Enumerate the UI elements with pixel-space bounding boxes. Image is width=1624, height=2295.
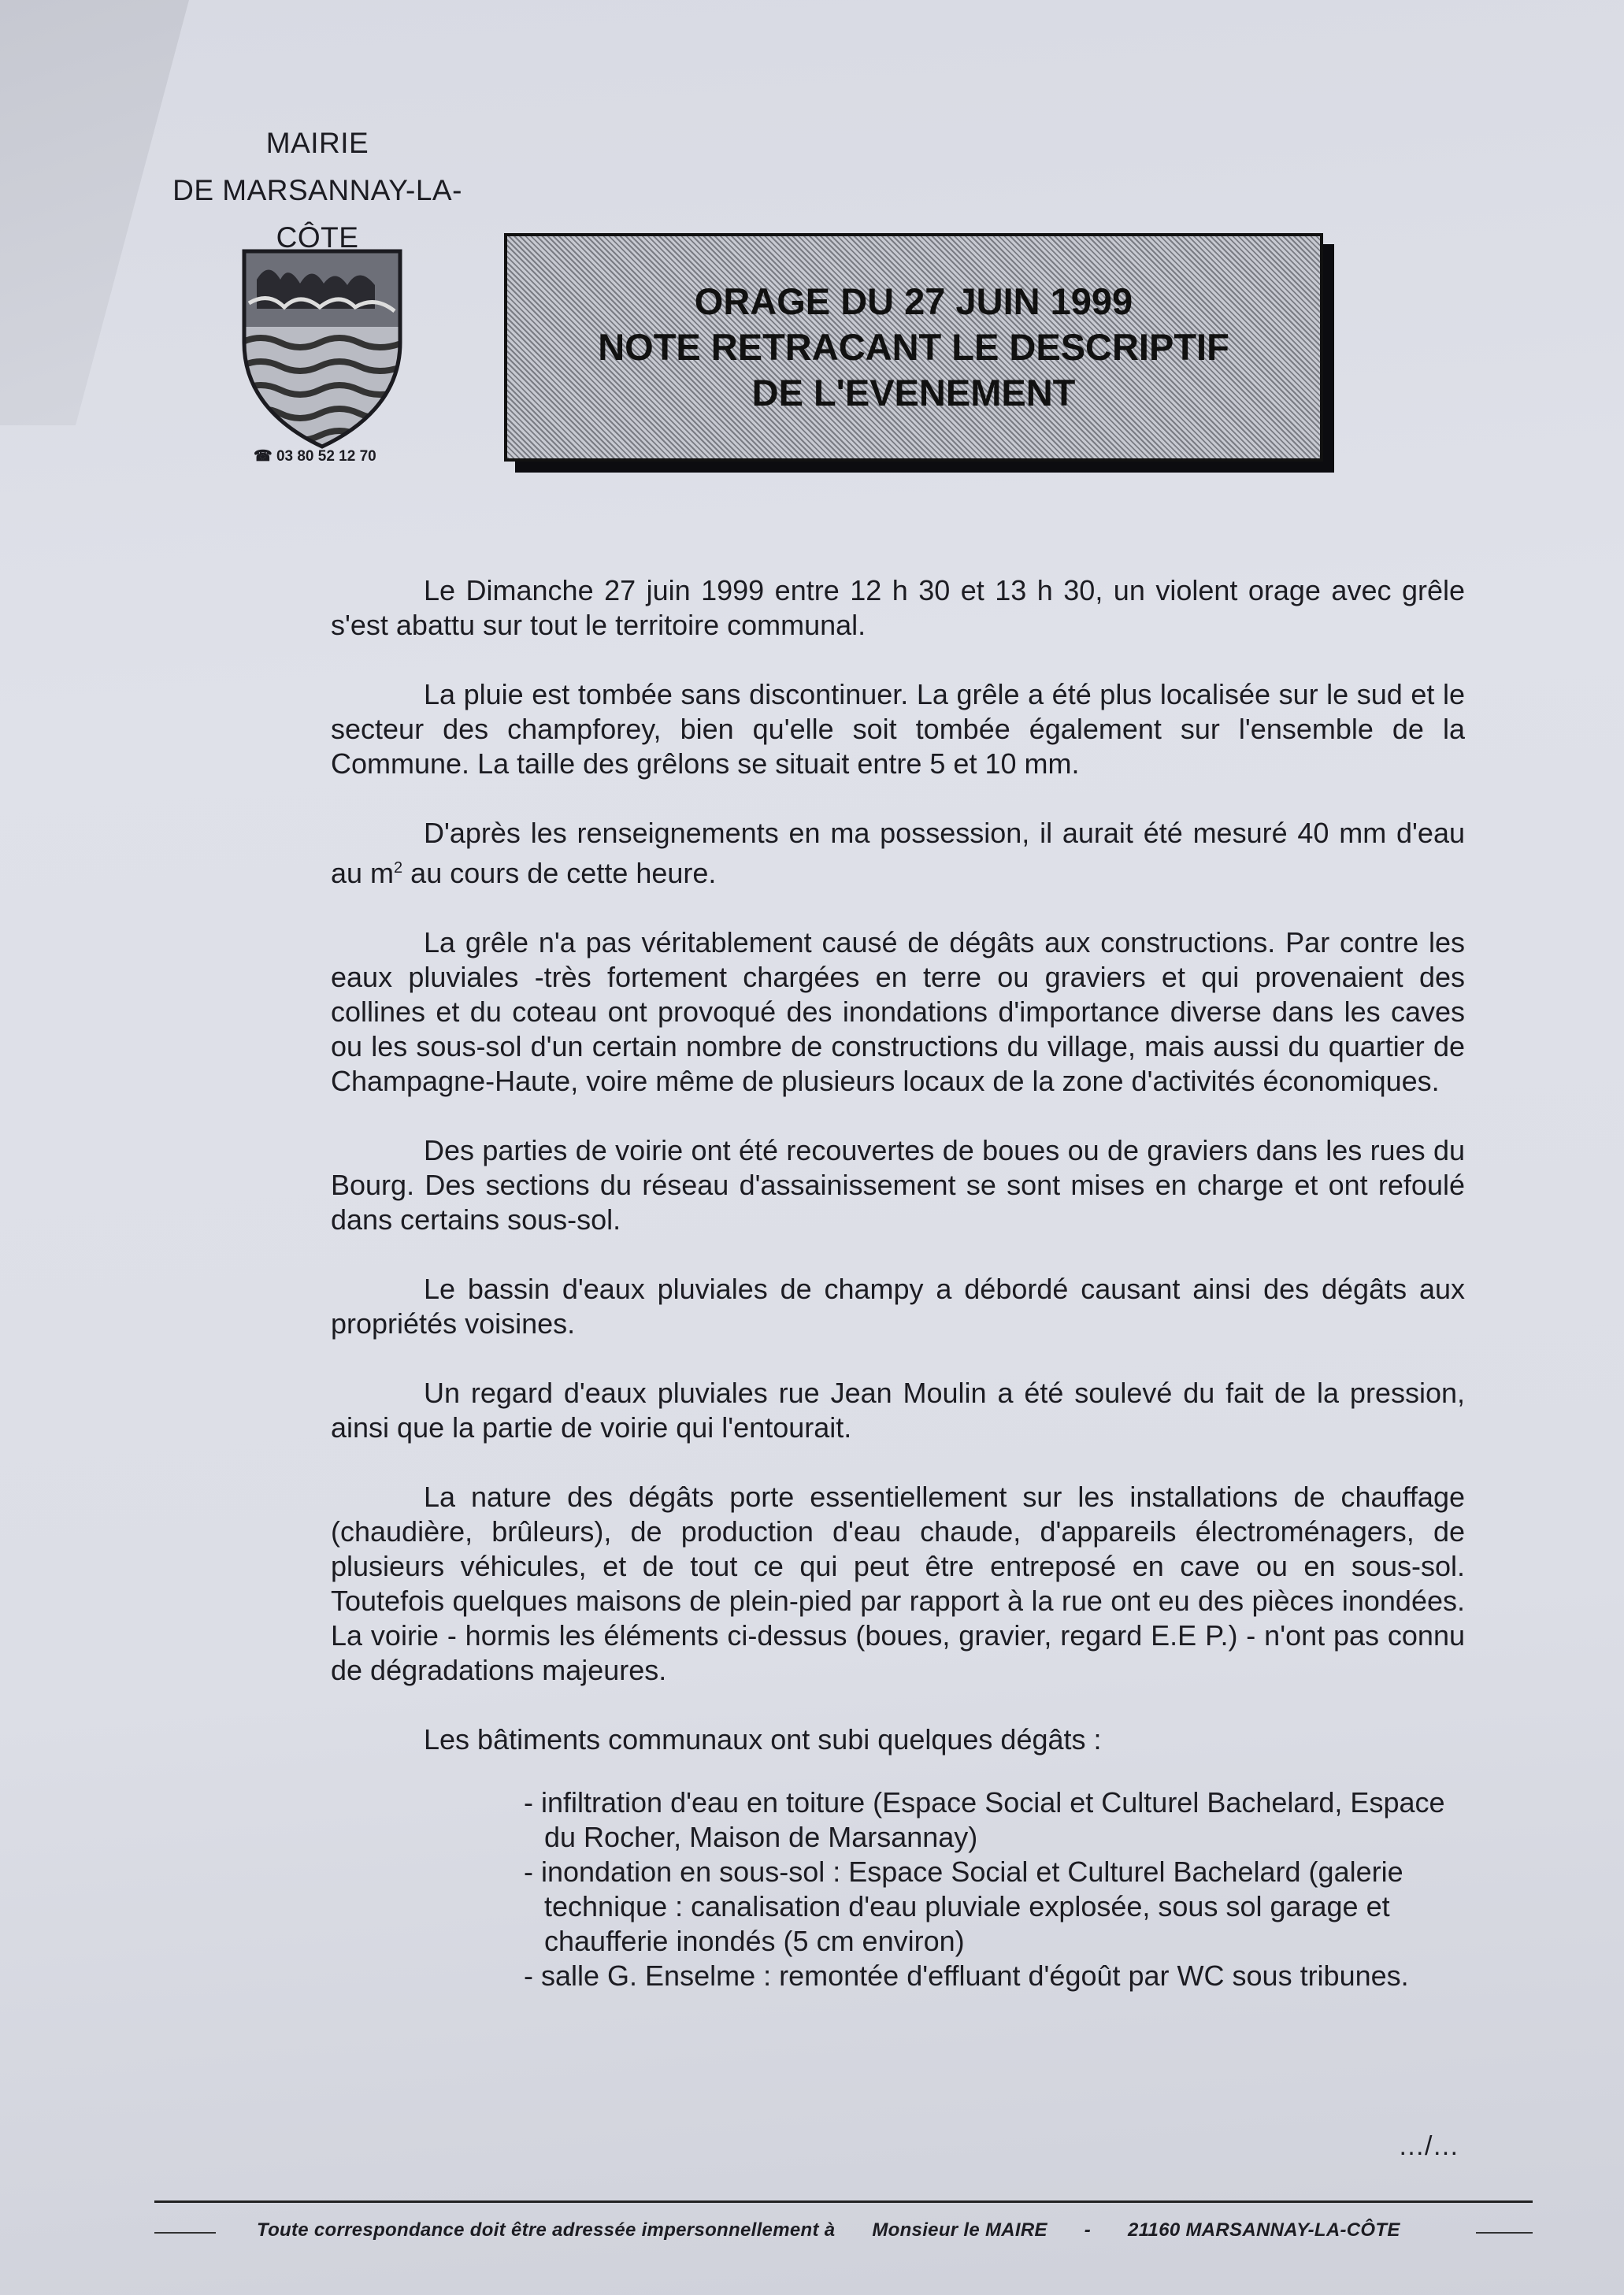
footer: [257, 2219, 1446, 2241]
paragraph: [331, 816, 1465, 891]
paragraph: Le bassin d'eaux pluviales de champy a débordé causant ainsi des dégâts aux propriétés voisines.: [331, 1273, 1465, 1340]
list-item: - salle G. Enselme : remontée d'effluant d'égoût par WC sous tribunes.: [524, 1959, 1409, 1992]
footer-divider: [154, 2200, 1533, 2203]
letterhead-line1: MAIRIE: [265, 127, 369, 159]
paragraph: La pluie est tombée sans discontinuer. La grêle a été plus localisée sur le sud et le secteur des champforey, bien qu'elle soit tombée également sur l'ensemble de la Commune. La taille des grêlons se situait entre 5 et 10 mm.: [331, 678, 1465, 780]
superscript: 2: [394, 859, 403, 877]
title-line3: DE L'EVENEMENT: [751, 372, 1076, 413]
letterhead: [140, 120, 495, 261]
paragraph: La nature des dégâts porte essentiellement sur les installations de chauffage (chaudière, brûleurs), de production d'eau chaude, d'appareils électroménagers, de plusieurs véhicules, et de tout ce qui peut être entreposé en cave ou en sous-sol. Toutefois quelques maisons de plein-pied par rapport à la rue ont eu des pièces inondées. La voirie - hormis les éléments ci-dessus (boues, gravier, regard E.E P.) - n'ont pas connu de dégradations majeures.: [331, 1481, 1465, 1686]
footer-dash: [154, 2232, 216, 2234]
footer-middle: Monsieur le MAIRE: [872, 2219, 1047, 2241]
paragraph-text: D'après les renseignements en ma possession, il aurait été mesuré 40 mm d'eau au m: [331, 817, 1465, 889]
paragraph: Les bâtiments communaux ont subi quelques dégâts :: [424, 1723, 1102, 1756]
paragraph: Le Dimanche 27 juin 1999 entre 12 h 30 et 13 h 30, un violent orage avec grêle s'est abattu sur tout le territoire communal.: [331, 574, 1465, 641]
continuation-mark: …/…: [1398, 2131, 1459, 2161]
paragraph: Un regard d'eaux pluviales rue Jean Moulin a été soulevé du fait de la pression, ainsi que la partie de voirie qui l'entourait.: [331, 1377, 1465, 1444]
list-item: - infiltration d'eau en toiture (Espace Social et Culturel Bachelard, Espace du Rocher, Maison de Marsannay): [524, 1786, 1445, 1853]
paragraph: La grêle n'a pas véritablement causé de dégâts aux constructions. Par contre les eaux pluviales -très fortement chargées en terre ou graviers et qui provenaient des collines et du coteau ont provoqué des inondations d'importance diverse dans les caves ou les sous-sol d'un certain nombre de constructions du village, mais aussi du quartier de Champagne-Haute, voire même de plusieurs locaux de la zone d'activités économiques.: [331, 926, 1465, 1097]
list-item: - inondation en sous-sol : Espace Social et Culturel Bachelard (galerie technique : canalisation d'eau pluviale explosée, sous sol garage et chaufferie inondés (5 cm environ): [524, 1856, 1403, 1957]
footer-left: Toute correspondance doit être adressée impersonnellement à: [257, 2219, 836, 2241]
paragraph-text: au cours de cette heure.: [402, 857, 717, 889]
title-line1: ORAGE DU 27 JUIN 1999: [694, 280, 1133, 322]
footer-dash: [1476, 2232, 1533, 2234]
damage-list: [331, 1785, 1465, 1993]
phone-number: ☎ 03 80 52 12 70: [254, 448, 376, 465]
letterhead-line2: DE MARSANNAY-LA-CÔTE: [172, 174, 462, 254]
footer-sep: -: [1084, 2219, 1092, 2241]
title-box: [504, 233, 1323, 462]
document-body: [331, 573, 1465, 1993]
coat-of-arms-icon: [241, 248, 403, 449]
paragraph: Des parties de voirie ont été recouvertes de boues ou de graviers dans les rues du Bourg. Des sections du réseau d'assainissement se sont mises en charge et ont refoulé dans certains sous-sol.: [331, 1134, 1465, 1236]
footer-right: 21160 MARSANNAY-LA-CÔTE: [1128, 2219, 1400, 2241]
title-line2: NOTE RETRACANT LE DESCRIPTIF: [598, 326, 1229, 368]
